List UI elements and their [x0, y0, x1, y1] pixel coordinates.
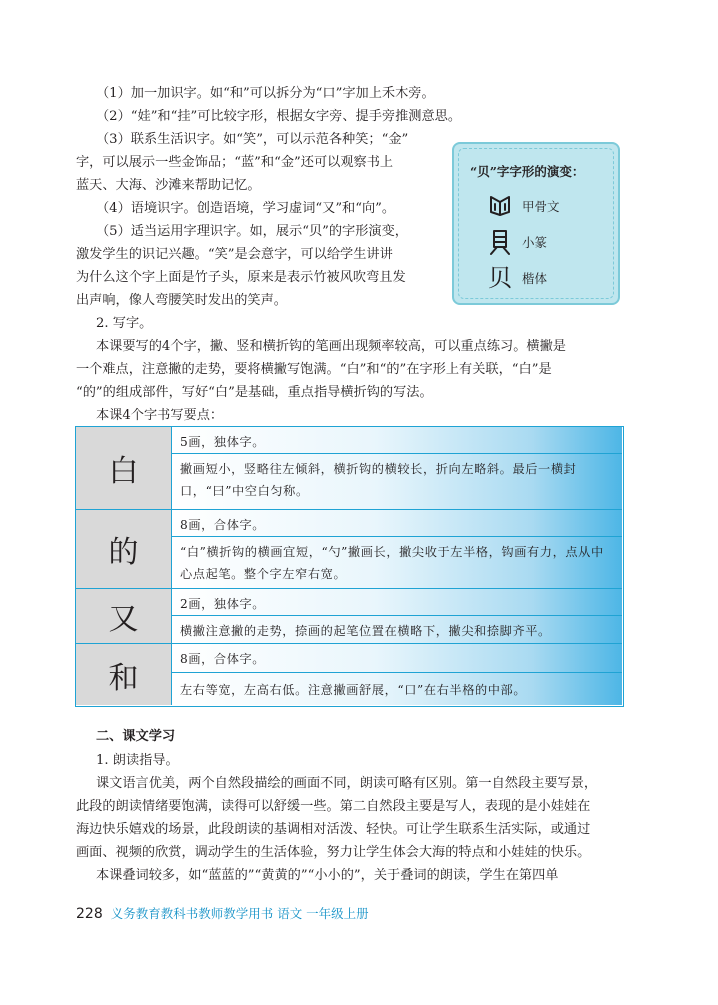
- stroke-info: 8画，合体字。: [172, 510, 622, 536]
- stroke-info: 5画，独体字。: [172, 427, 622, 453]
- oracle-bone-bei-icon: [486, 192, 514, 220]
- paragraph-line: （2）“娃”和“挂”可比较字形，根据女字旁、提手旁推测意思。: [96, 109, 462, 124]
- character-cell: 又: [76, 589, 172, 643]
- evolution-label: 楷体: [522, 271, 548, 286]
- evolution-title: “贝”字字形的演变：: [470, 164, 585, 179]
- writing-points-table: [75, 426, 624, 707]
- paragraph-line: 激发学生的识记兴趣。“笑”是会意字，可以给学生讲讲: [76, 247, 393, 262]
- writing-note: 横撇注意撇的走势，捺画的起笔位置在横略下，撇尖和捺脚齐平。: [172, 615, 622, 643]
- paragraph-line: 本课要写的4个字，撇、竖和横折钩的笔画出现频率较高，可以重点练习。横撇是: [96, 339, 566, 354]
- table-row: [76, 427, 622, 509]
- evolution-item-oracle: [486, 192, 560, 220]
- table-row: [76, 644, 622, 705]
- evolution-item-kaiti: [486, 264, 547, 292]
- paragraph-line: 蓝天、大海、沙滩来帮助记忆。: [76, 178, 261, 193]
- character-cell: 的: [76, 510, 172, 588]
- character-cell: 白: [76, 427, 172, 509]
- paragraph-line: 此段的朗读情绪要饱满，读得可以舒缓一些。第二自然段主要是写人，表现的是小娃娃在: [76, 799, 591, 814]
- writing-note: “白”横折钩的横画宜短，“勺”撇画长，撇尖收于左半格，钩画有力，点从中心点起笔。整个字左窄右宽。: [172, 536, 622, 588]
- writing-note: 撇画短小，竖略往左倾斜，横折钩的横较长，折向左略斜。最后一横封口，“曰”中空白匀称。: [172, 453, 622, 509]
- character-cell: 和: [76, 644, 172, 705]
- paragraph-line: 为什么这个字上面是竹子头，原来是表示竹被风吹弯且发: [76, 270, 406, 285]
- evolution-label: 小篆: [522, 235, 548, 250]
- section-heading: 二、课文学习: [96, 729, 176, 744]
- writing-note: 左右等宽，左高右低。注意撇画舒展，“口”在右半格的中部。: [172, 672, 622, 705]
- paragraph-line: 本课叠词较多，如“蓝蓝的”“黄黄的”“小小的”，关于叠词的朗读，学生在第四单: [96, 868, 559, 883]
- paragraph-line: 本课4个字书写要点：: [96, 408, 224, 423]
- paragraph-line: 字，可以展示一些金饰品；“蓝”和“金”还可以观察书上: [76, 155, 394, 170]
- section-subheading: 1. 朗读指导。: [96, 753, 179, 768]
- page-footer: [76, 904, 369, 922]
- paragraph-line: 出声响，像人弯腰笑时发出的笑声。: [76, 293, 287, 308]
- paragraph-line: 课文语言优美，两个自然段描绘的画面不同，朗读可略有区别。第一自然段主要写景，: [96, 776, 598, 791]
- paragraph-line: （5）适当运用字理识字。如，展示“贝”的字形演变，: [96, 224, 408, 239]
- table-row: [76, 510, 622, 588]
- page-number: 228: [76, 906, 103, 922]
- seal-script-bei-icon: [486, 228, 514, 256]
- stroke-info: 8画，合体字。: [172, 644, 622, 672]
- stroke-info: 2画，独体字。: [172, 589, 622, 615]
- paragraph-line: “的”的组成部件，写好“白”是基础，重点指导横折钩的写法。: [76, 385, 433, 400]
- table-row: [76, 589, 622, 643]
- paragraph-line: （4）语境识字。创造语境，学习虚词“又”和“向”。: [96, 201, 396, 216]
- evolution-item-seal: [486, 228, 547, 256]
- bei-evolution-box: [452, 142, 620, 305]
- paragraph-line: 海边快乐嬉戏的场景，此段朗读的基调相对活泼、轻快。可让学生联系生活实际，或通过: [76, 822, 591, 837]
- paragraph-line: 画面、视频的欣赏，调动学生的生活体验，努力让学生体会大海的特点和小娃娃的快乐。: [76, 845, 591, 860]
- paragraph-line: （1）加一加识字。如“和”可以拆分为“口”字加上禾木旁。: [96, 86, 435, 101]
- kaiti-bei-glyph: 贝: [488, 264, 512, 292]
- paragraph-line: 一个难点，注意撇的走势，要将横撇写饱满。“白”和“的”在字形上有关联，“白”是: [76, 362, 552, 377]
- evolution-label: 甲骨文: [522, 199, 560, 214]
- book-title: 义务教育教科书教师教学用书 语文 一年级上册: [110, 906, 369, 921]
- section-subheading: 2. 写字。: [96, 316, 153, 331]
- paragraph-line: （3）联系生活识字。如“笑”，可以示范各种笑；“金”: [96, 132, 409, 147]
